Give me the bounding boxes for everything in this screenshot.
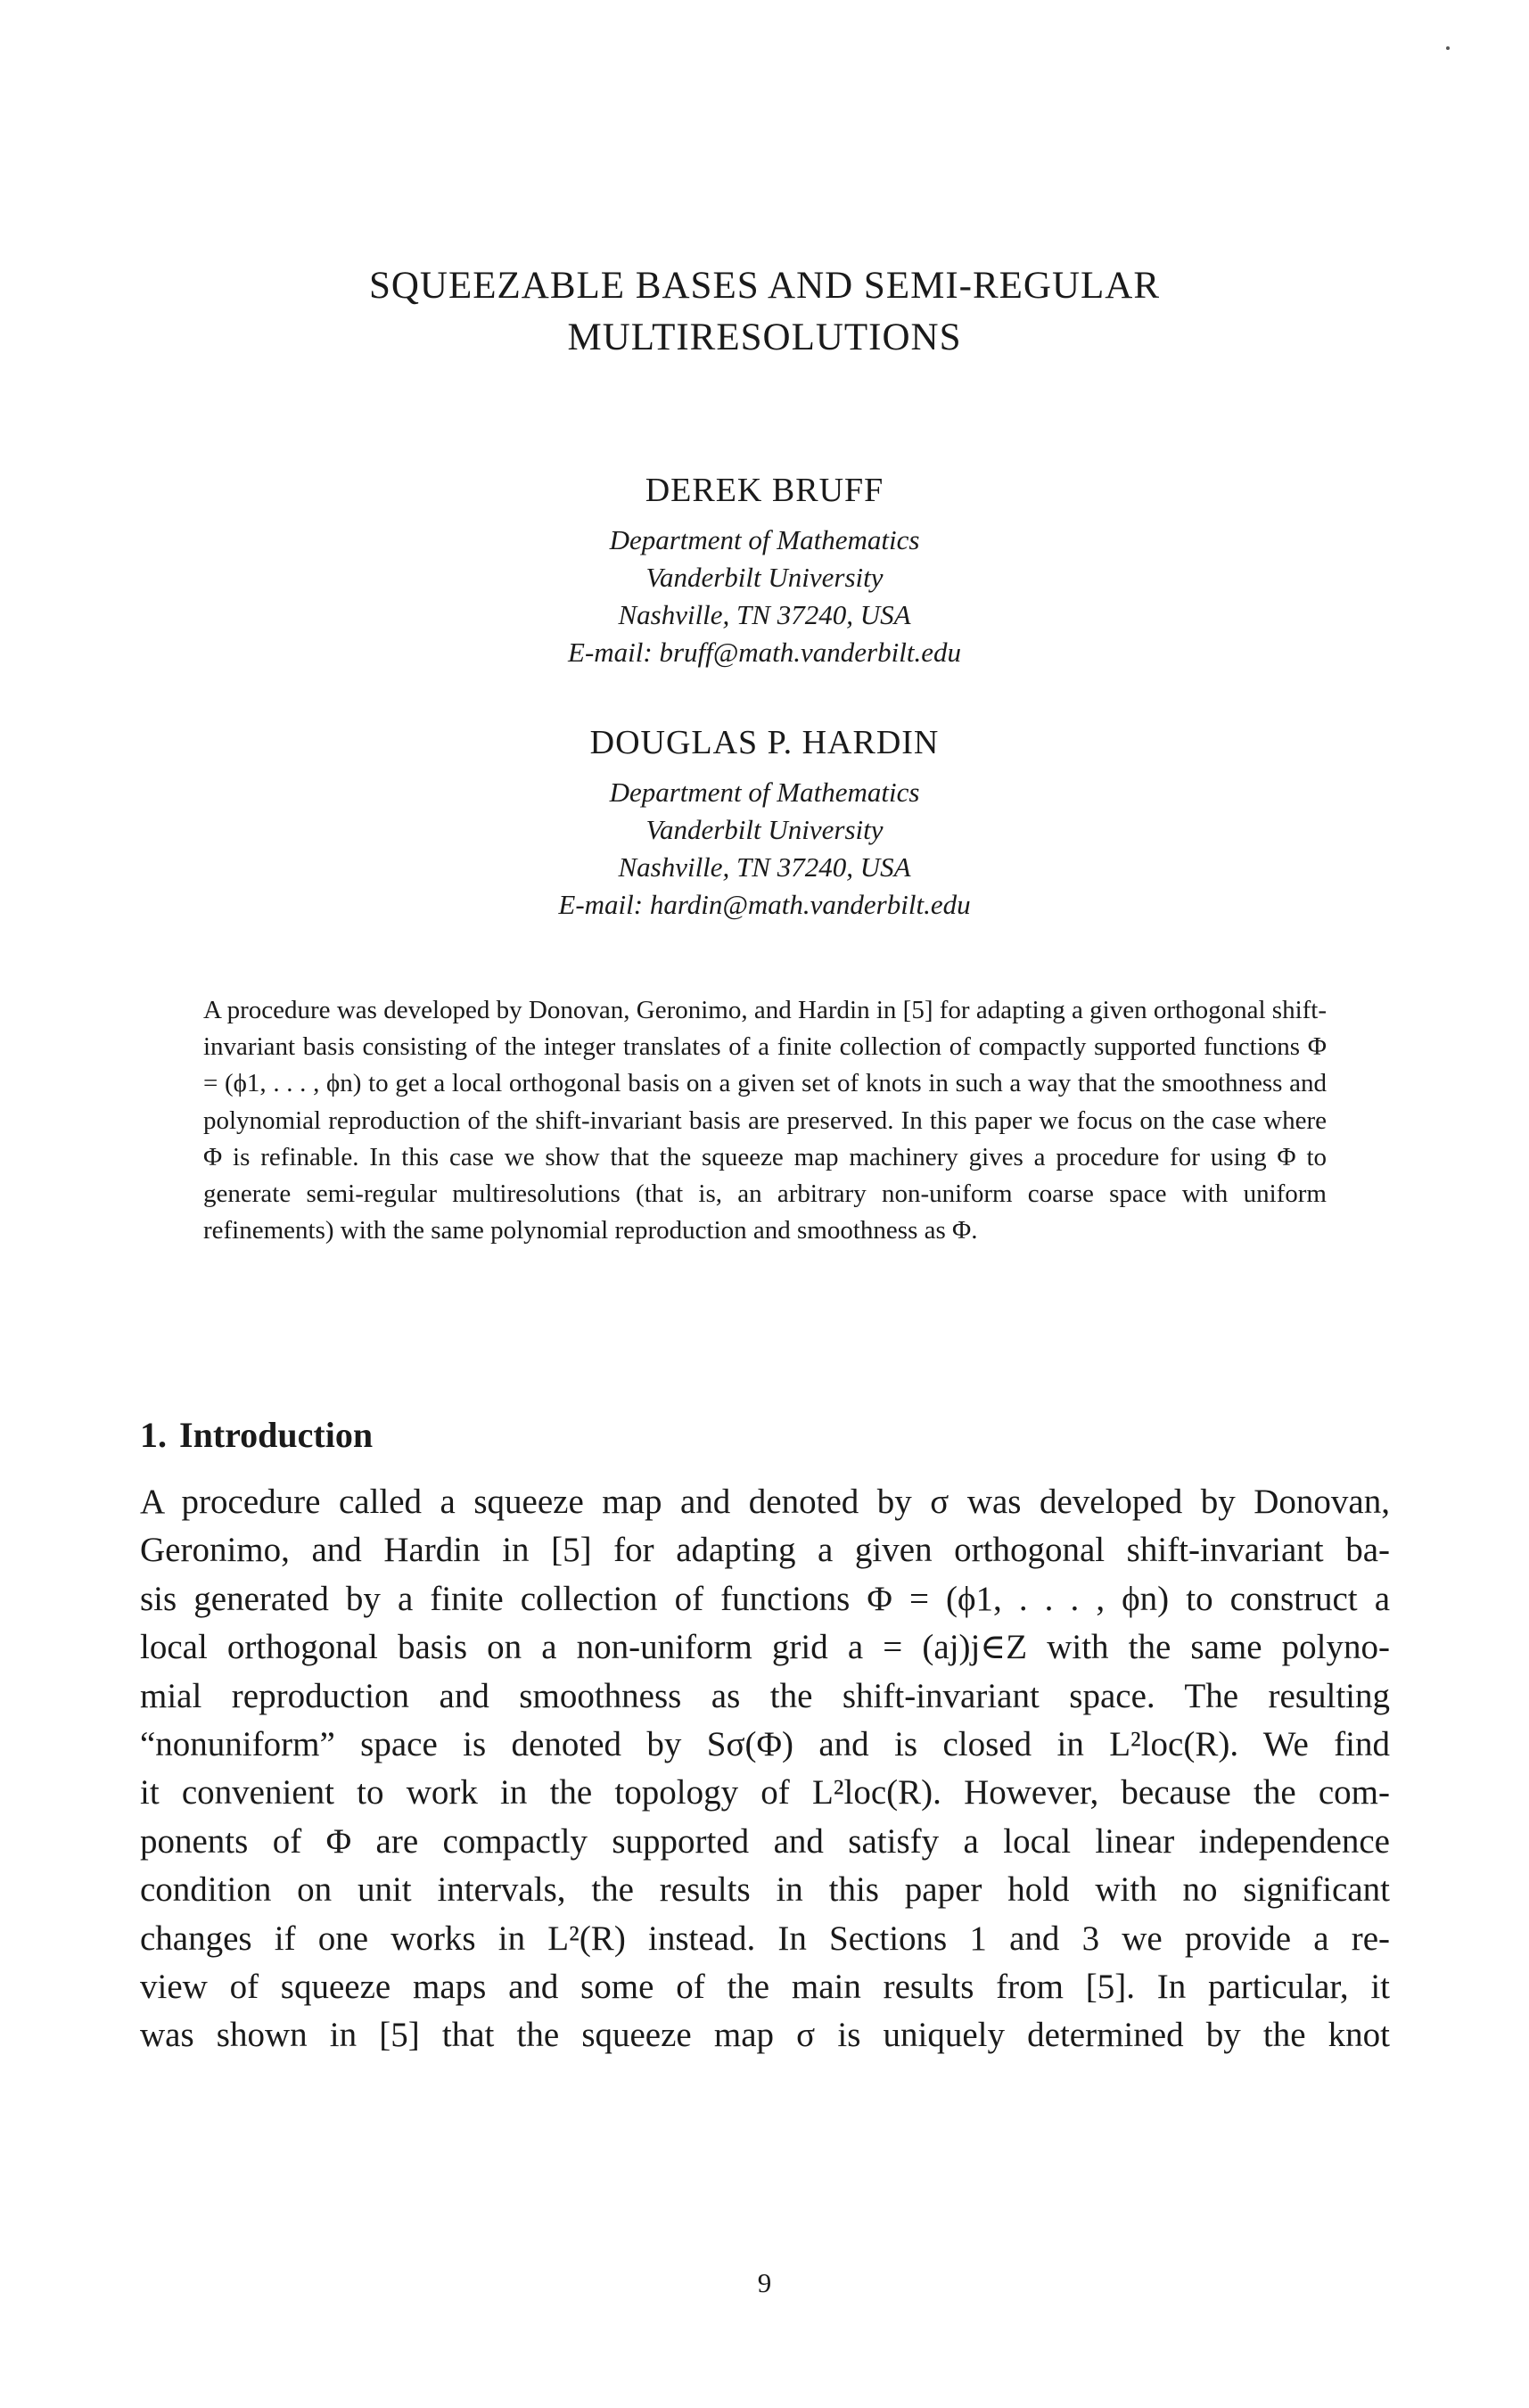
scan-speck [1446,46,1450,50]
paragraph-line: A procedure called a squeeze map and denoted by σ was developed by Donovan, [140,1483,1390,1521]
page-number: 9 [757,2267,772,2298]
author-department: Department of Mathematics [609,524,920,555]
author-block-2 [357,720,1172,924]
paragraph-line: sis generated by a finite collection of functions Φ = (ϕ1, . . . , ϕn) to construct a [140,1579,1390,1618]
author-email[interactable]: E-mail: hardin@math.vanderbilt.edu [558,889,971,920]
author-name: DOUGLAS P. HARDIN [589,724,940,761]
paragraph-line: ponents of Φ are compactly supported and satisfy a local linear independence [140,1821,1390,1861]
title-line-1: SQUEEZABLE BASES AND SEMI-REGULAR [368,265,1161,307]
author-location: Nashville, TN 37240, USA [618,599,911,630]
paragraph-line: Geronimo, and Hardin in [5] for adapting a given orthogonal shift-invariant ba- [140,1531,1390,1570]
section-title: Introduction [179,1415,374,1455]
author-name: DEREK BRUFF [645,472,884,509]
author-university: Vanderbilt University [645,562,884,593]
author-block-1 [357,468,1172,671]
title-line-2: MULTIRESOLUTIONS [567,316,962,358]
paragraph-line: changes if one works in L²(R) instead. In Sections 1 and 3 we provide a re- [140,1919,1390,1958]
author-location: Nashville, TN 37240, USA [618,851,911,883]
section-heading [140,1413,373,1458]
paragraph-line: view of squeeze maps and some of the main results from [5]. In particular, it [140,1968,1390,2007]
author-department: Department of Mathematics [609,777,920,808]
author-email[interactable]: E-mail: bruff@math.vanderbilt.edu [568,637,961,668]
abstract: A procedure was developed by Donovan, Geronimo, and Hardin in [5] for adapting a given orthogonal shift-invariant basis consisting of the integer translates of a finite collection of compactly supported functions Φ = (ϕ1, . . . , ϕn) to get a local orthogonal basis on a given set of knots in such a way that the smoothness and polynomial reproduction of the shift-invariant basis are preserved. In this paper we focus on the case where Φ is refinable. In this case we show that the squeeze map machinery gives a procedure for using Φ to generate semi-regular multiresolutions (that is, an arbitrary non-uniform coarse space with uniform refinements) with the same polynomial reproduction and smoothness as Φ. [203,996,1327,1245]
paragraph-line: “nonuniform” space is denoted by Sσ(Φ) and is closed in L²loc(R). We find [140,1725,1390,1764]
paragraph-line: was shown in [5] that the squeeze map σ is uniquely determined by the knot [140,2016,1390,2055]
paragraph-line: condition on unit intervals, the results in this paper hold with no significant [140,1870,1390,1910]
section-number: 1. [140,1415,167,1455]
paragraph-line: it convenient to work in the topology of L²loc(R). However, because the com- [140,1773,1390,1812]
paragraph-line: mial reproduction and smoothness as the shift-invariant space. The resulting [140,1676,1390,1715]
author-university: Vanderbilt University [645,814,884,845]
paper-title [267,260,1262,364]
introduction-paragraph [140,1478,1390,2060]
paragraph-line: local orthogonal basis on a non-uniform grid a = (aj)j∈Z with the same polyno- [140,1628,1390,1667]
